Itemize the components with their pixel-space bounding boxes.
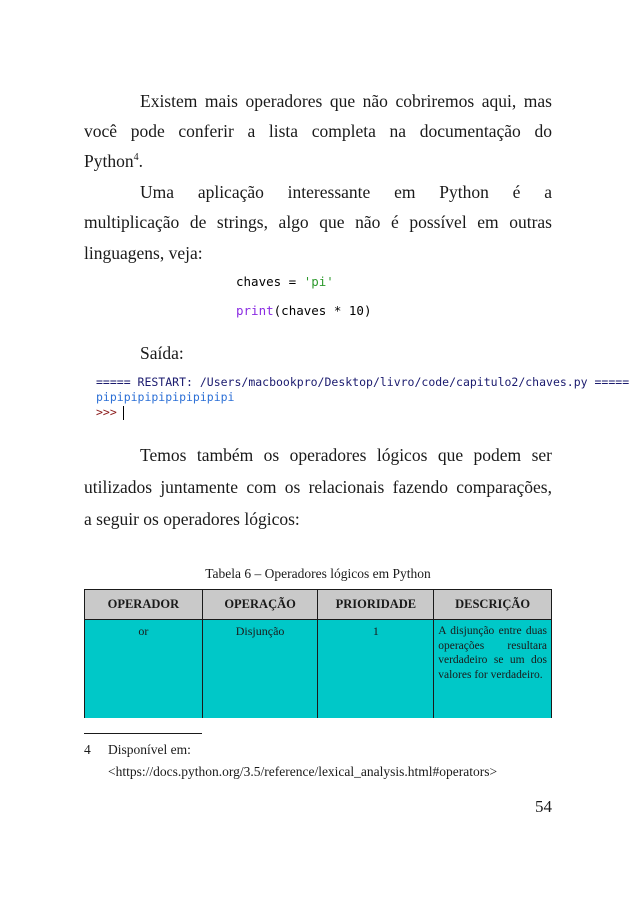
- footnote-link[interactable]: <https://docs.python.org/3.5/reference/lexical_analysis.html#operators>: [108, 764, 498, 779]
- paragraph-1-line-1: Existem mais operadores que não cobriremos aqui, mas: [140, 91, 552, 111]
- header-operador: OPERADOR: [85, 590, 203, 620]
- footnote-reference[interactable]: 4: [133, 152, 139, 164]
- paragraph-3-line-3: a seguir os operadores lógicos:: [84, 509, 300, 529]
- paragraph-2-line-3: linguagens, veja:: [84, 243, 203, 263]
- page-number: 54: [535, 797, 552, 816]
- paragraph-1-line-3: Python$^4$.: [84, 151, 143, 171]
- header-operacao: OPERAÇÃO: [202, 590, 318, 620]
- header-prioridade: PRIORIDADE: [318, 590, 434, 620]
- table-header-row: [85, 590, 552, 620]
- text-cursor: [123, 406, 124, 420]
- logical-operators-table: [84, 589, 552, 718]
- footnote-separator: [84, 733, 202, 734]
- output-restart-line: ===== RESTART: /Users/macbookpro/Desktop/livro/code/capitulo2/chaves.py =====: [96, 375, 630, 389]
- code-line-2: print(chaves * 10): [236, 303, 372, 318]
- output-prompt-line: >>>: [96, 405, 124, 420]
- output-result-line: pipipipipipipipipipi: [96, 390, 235, 404]
- header-descricao: DESCRIÇÃO: [434, 590, 552, 620]
- footnote-text: Disponível em:: [108, 742, 191, 757]
- table-caption: Tabela 6 – Operadores lógicos em Python: [205, 566, 431, 581]
- code-line-1: chaves = 'pi': [236, 274, 334, 289]
- cell-operador: or: [85, 620, 203, 719]
- paragraph-3-line-1: Temos também os operadores lógicos que podem ser: [140, 445, 552, 465]
- footnote: [84, 739, 497, 783]
- table-row: [85, 620, 552, 719]
- paragraph-3-line-2: utilizados juntamente com os relacionais fazendo comparações,: [84, 477, 552, 497]
- paragraph-2-line-2: multiplicação de strings, algo que não é possível em outras: [84, 212, 552, 232]
- paragraph-2-line-1: Uma aplicação interessante em Python é a: [140, 182, 552, 202]
- cell-prioridade: 1: [318, 620, 434, 719]
- cell-descricao: A disjunção entre duas operações resultara verdadeiro se um dos valores for verdadeiro.: [434, 620, 552, 719]
- paragraph-1-line-2: você pode conferir a lista completa na documentação do: [84, 121, 552, 141]
- saida-label: Saída:: [140, 343, 184, 363]
- cell-operacao: Disjunção: [202, 620, 318, 719]
- footnote-number: 4: [84, 742, 91, 757]
